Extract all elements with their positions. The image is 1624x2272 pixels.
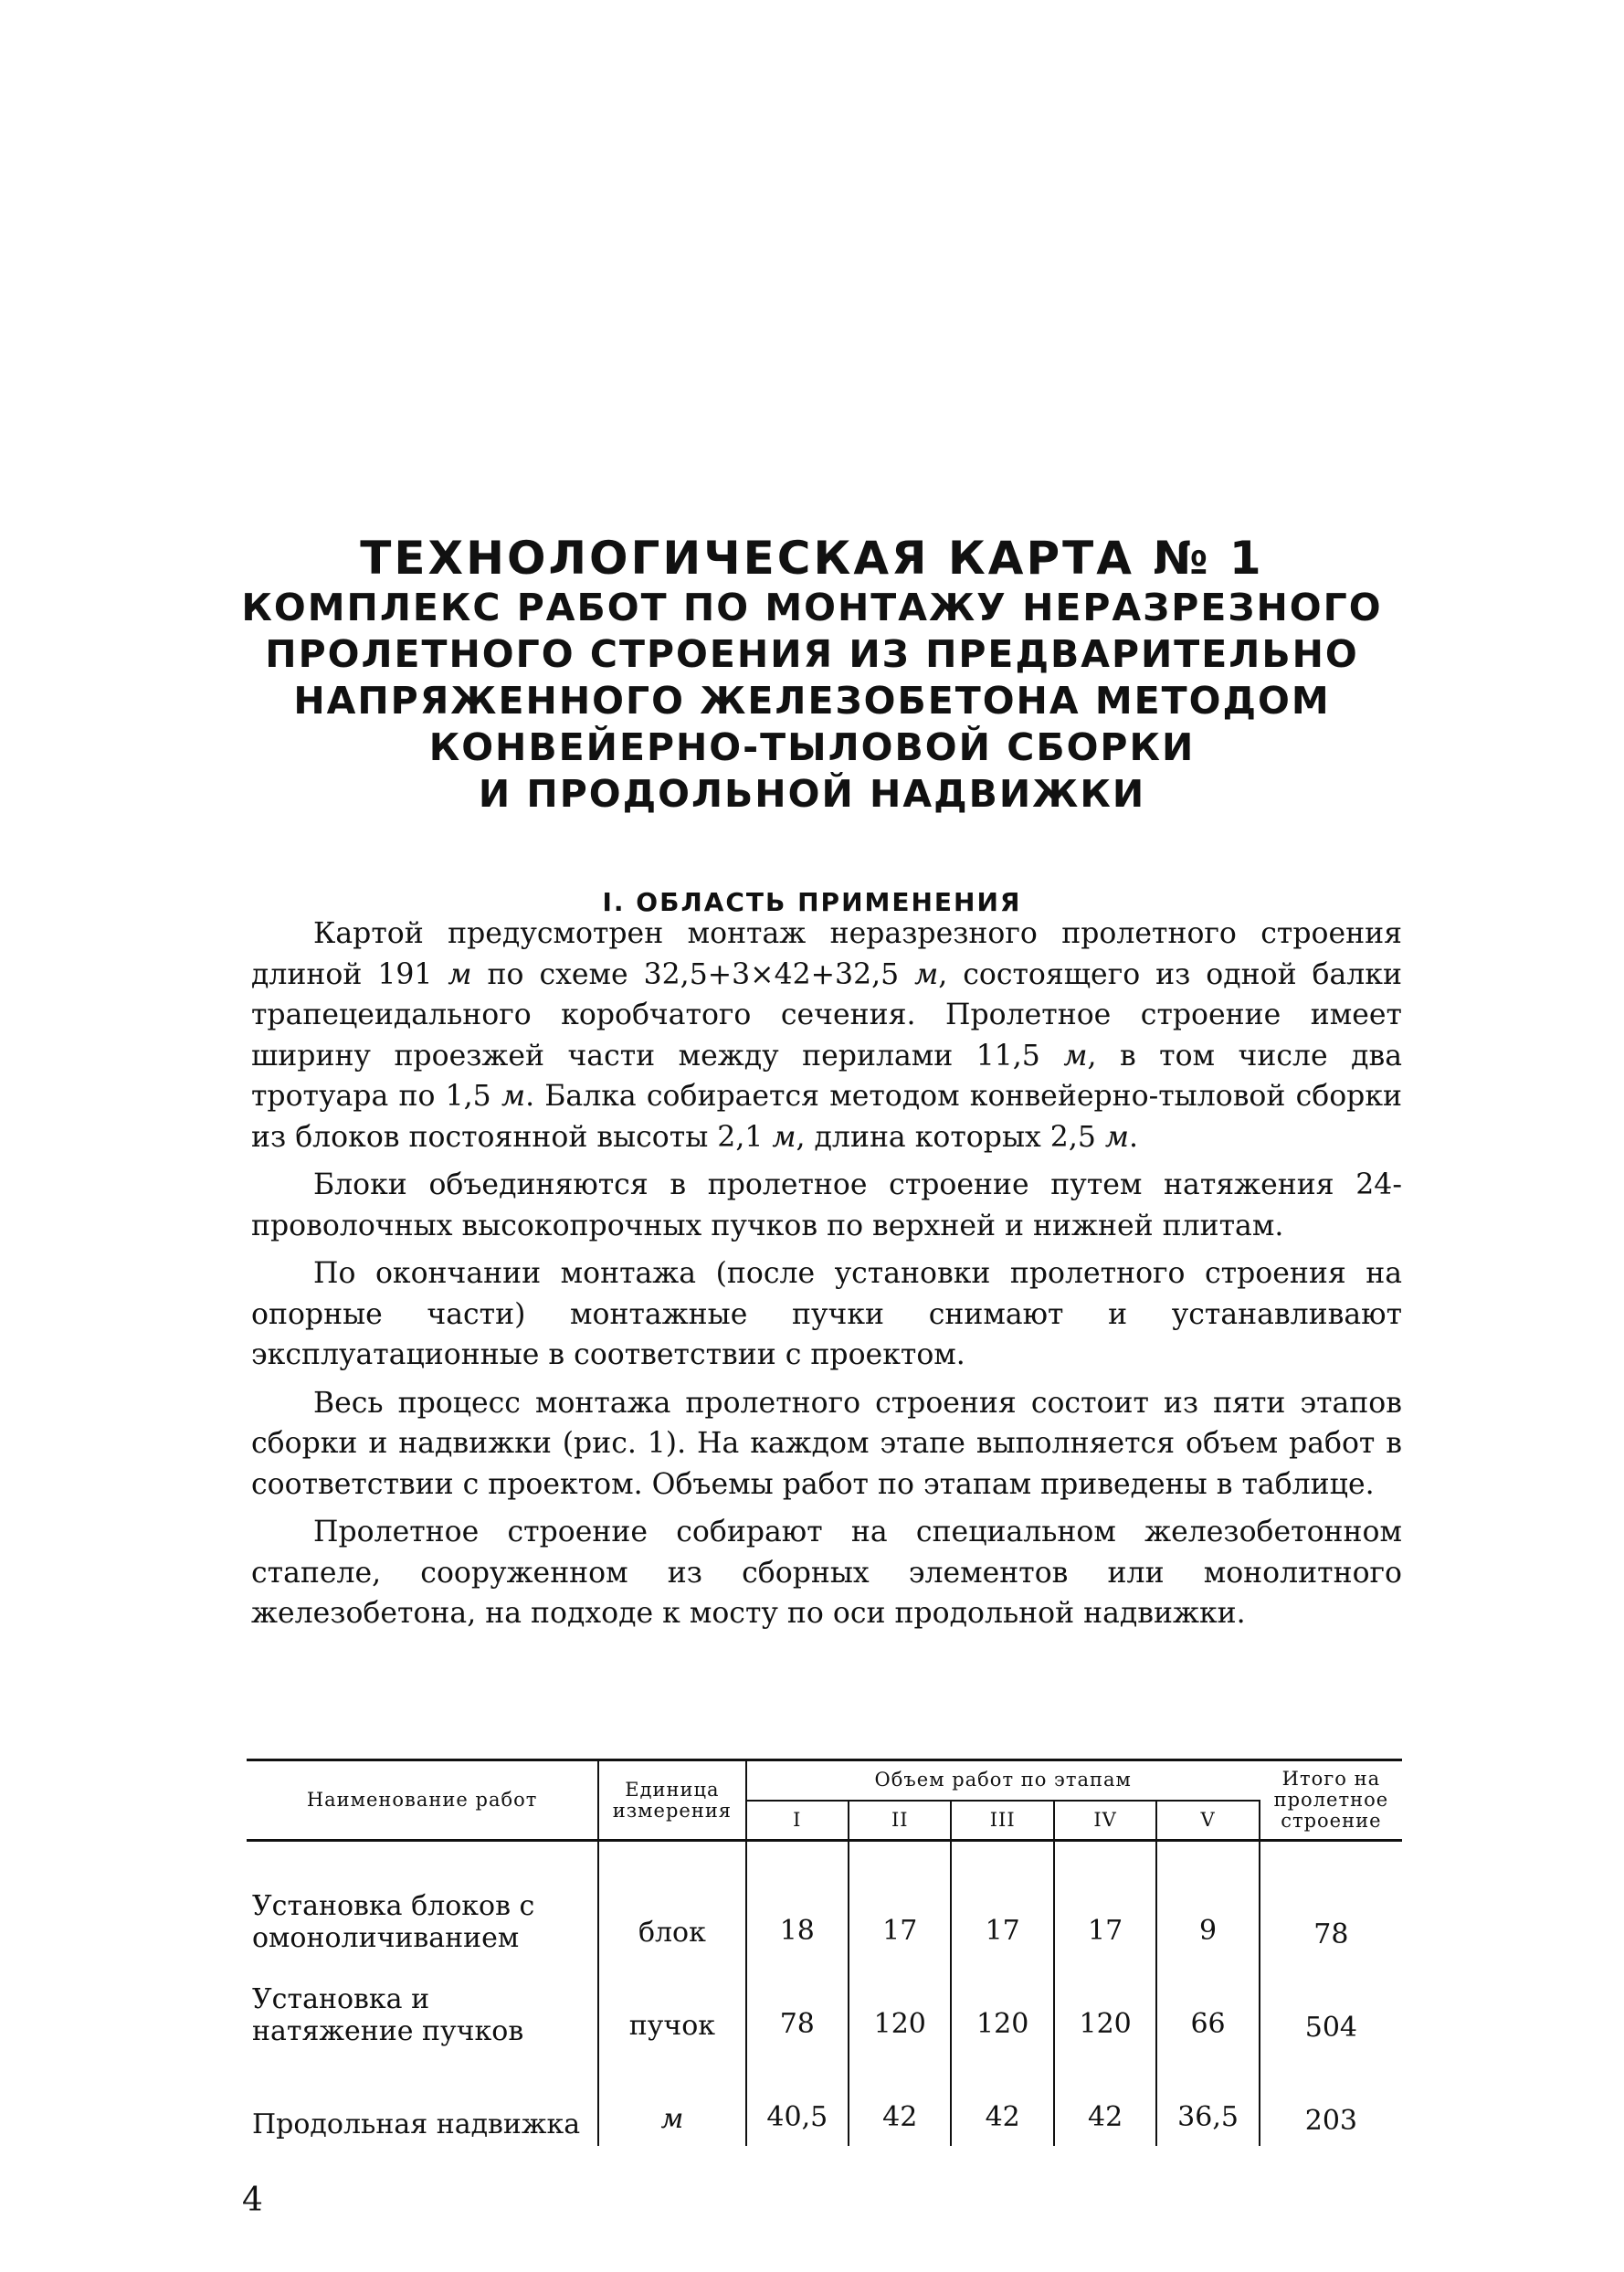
stage-4-cell: 42	[1054, 2053, 1156, 2146]
total-cell: 504	[1304, 2012, 1358, 2044]
paragraph-4: Весь процесс монтажа пролетного строения состоит из пяти этапов сборки и надвижки (рис. 1). На каждом этапе выполняется объем работ в соответствии с проектом. Объемы работ по этапам приведены в таблице.	[251, 1386, 1402, 1501]
stage-2-cell: 42	[849, 2053, 951, 2146]
work-name-cell: Установка блоков с омоноличиванием	[252, 1890, 535, 1954]
works-volume-table	[247, 1759, 1402, 2146]
subtitle-line: НАПРЯЖЕННОГО ЖЕЛЕЗОБЕТОНА МЕТОДОМ	[293, 679, 1331, 723]
unit-cell: блок	[598, 1841, 745, 1960]
document-subtitle	[183, 585, 1441, 818]
section-heading: I. ОБЛАСТЬ ПРИМЕНЕНИЯ	[602, 887, 1022, 918]
header-stage-3: III	[951, 1801, 1053, 1841]
subtitle-line: И ПРОДОЛЬНОЙ НАДВИЖКИ	[478, 772, 1146, 816]
paragraph-text: , состоящего из одной балки трапецеидального коробчатого сечения. Пролетное строение имеет ширину проезжей части между перилами 11,5	[251, 957, 1402, 1073]
stage-5-cell: 36,5	[1156, 2053, 1259, 2146]
paragraph-text: по схеме 32,5+3×42+32,5	[487, 957, 900, 991]
header-unit: Единица измерения	[598, 1760, 745, 1841]
unit-m: м	[772, 1120, 796, 1154]
header-stage-5: V	[1156, 1801, 1259, 1841]
stage-4-cell: 17	[1054, 1841, 1156, 1960]
paragraph-text: Картой предусмотрен монтаж неразрезного пролетного строения длиной 191	[251, 917, 1402, 991]
page-number: 4	[242, 2182, 263, 2219]
stage-3-cell: 42	[951, 2053, 1053, 2146]
document-title: ТЕХНОЛОГИЧЕСКАЯ КАРТА № 1	[360, 531, 1264, 585]
total-cell: 203	[1304, 2105, 1358, 2137]
stage-1-cell: 78	[746, 1960, 849, 2053]
stage-1-cell: 18	[746, 1841, 849, 1960]
header-work-name: Наименование работ	[247, 1760, 598, 1841]
header-stages: Объем работ по этапам	[746, 1760, 1260, 1801]
paragraph-text: .	[1129, 1120, 1139, 1154]
table-row	[247, 2053, 1402, 2146]
unit-m: м	[501, 1080, 526, 1113]
stage-5-cell: 66	[1156, 1960, 1259, 2053]
unit-m: м	[448, 957, 472, 991]
header-stage-2: II	[849, 1801, 951, 1841]
stage-5-cell: 9	[1156, 1841, 1259, 1960]
work-name-cell: Продольная надвижка	[252, 2108, 581, 2140]
paragraph-5: Пролетное строение собирают на специальном железобетонном стапеле, сооруженном из сборных элементов или монолитного железобетона, на подходе к мосту по оси продольной надвижки.	[251, 1516, 1402, 1630]
work-name-cell: Установка и натяжение пучков	[252, 1983, 524, 2047]
unit-cell: пучок	[598, 1960, 745, 2053]
stage-3-cell: 120	[951, 1960, 1053, 2053]
paragraph-text: . Балка собирается методом конвейерно-тыловой сборки из блоков постоянной высоты 2,1	[251, 1080, 1403, 1154]
subtitle-line: КОНВЕЙЕРНО-ТЫЛОВОЙ СБОРКИ	[428, 725, 1196, 769]
stage-4-cell: 120	[1054, 1960, 1156, 2053]
body-text	[251, 914, 1402, 1642]
unit-m: м	[1104, 1120, 1130, 1154]
paragraph-3: По окончании монтажа (после установки пролетного строения на опорные части) монтажные пучки снимают и устанавливают эксплуатационные в соответствии с проектом.	[251, 1257, 1402, 1371]
paragraph-1	[251, 914, 1402, 1157]
unit-m: м	[1063, 1039, 1088, 1073]
paragraph-2: Блоки объединяются в пролетное строение путем натяжения 24-проволочных высокопрочных пучков по верхней и нижней плитам.	[251, 1168, 1402, 1242]
stage-1-cell: 40,5	[746, 2053, 849, 2146]
table-row	[247, 1841, 1402, 1960]
paragraph-text: , в том числе два тротуара по 1,5	[251, 1039, 1403, 1113]
unit-m: м	[914, 957, 939, 991]
header-stage-4: IV	[1054, 1801, 1156, 1841]
header-total: Итого на пролетное строение	[1260, 1760, 1402, 1841]
paragraph-text: , длина которых 2,5	[796, 1120, 1096, 1154]
stage-2-cell: 17	[849, 1841, 951, 1960]
table-row	[247, 1960, 1402, 2053]
header-stage-1: I	[746, 1801, 849, 1841]
stage-2-cell: 120	[849, 1960, 951, 2053]
total-cell: 78	[1313, 1918, 1349, 1950]
stage-3-cell: 17	[951, 1841, 1053, 1960]
subtitle-line: КОМПЛЕКС РАБОТ ПО МОНТАЖУ НЕРАЗРЕЗНОГО	[241, 586, 1383, 629]
unit-cell: м	[598, 2053, 745, 2146]
subtitle-line: ПРОЛЕТНОГО СТРОЕНИЯ ИЗ ПРЕДВАРИТЕЛЬНО	[265, 632, 1359, 676]
